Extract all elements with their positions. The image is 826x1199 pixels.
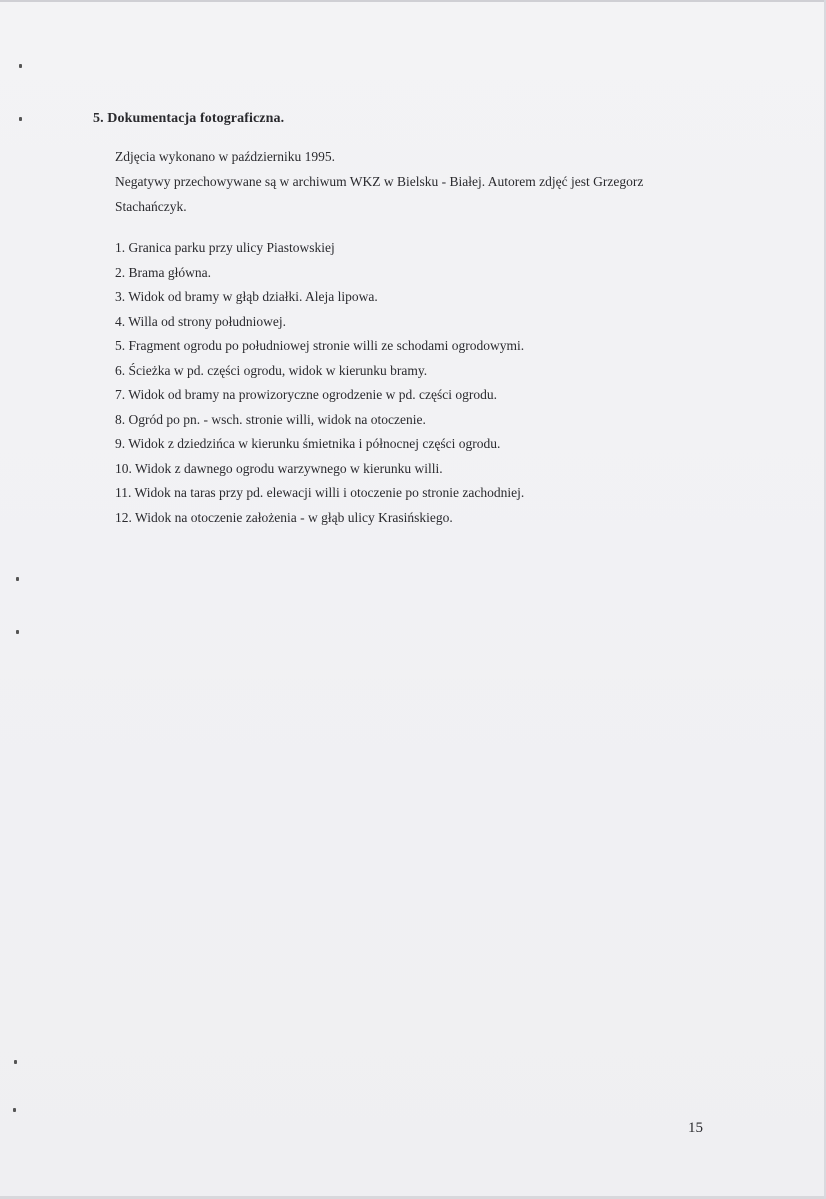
binding-hole-mark [14,1060,17,1064]
page-number: 15 [688,1120,703,1136]
photo-list-item: 1. Granica parku przy ulicy Piastowskiej [115,240,335,255]
photo-list-item: 11. Widok na taras przy pd. elewacji willi i otoczenie po stronie zachodniej. [115,485,525,500]
photo-list-item: 10. Widok z dawnego ogrodu warzywnego w kierunku willi. [115,460,443,476]
photo-list-item: 8. Ogród po pn. - wsch. stronie willi, widok na otoczenie. [115,411,426,427]
binding-hole-mark [13,1108,16,1112]
intro-line: Zdjęcia wykonano w październiku 1995. [115,149,336,164]
scan-edge-top [0,0,826,2]
photo-list-item: 9. Widok z dziedzińca w kierunku śmietnika i północnej części ogrodu. [115,436,501,451]
photo-list-item: 3. Widok od bramy w głąb działki. Aleja lipowa. [115,289,378,304]
binding-hole-mark [19,64,22,68]
photo-list-item: 4. Willa od strony południowej. [115,313,286,329]
photo-list-item: 2. Brama główna. [115,264,211,280]
intro-line: Stachańczyk. [115,199,187,214]
photo-list-item: 7. Widok od bramy na prowizoryczne ogrodzenie w pd. części ogrodu. [115,387,497,402]
photo-list-item: 12. Widok na otoczenie założenia - w głąb ulicy Krasińskiego. [115,509,453,525]
photo-list-item: 5. Fragment ogrodu po południowej stronie willi ze schodami ogrodowymi. [115,338,525,353]
binding-hole-mark [16,577,19,581]
photo-list-item: 6. Ścieżka w pd. części ogrodu, widok w kierunku bramy. [115,362,428,378]
intro-paragraph [115,144,675,219]
section-heading: 5. Dokumentacja fotograficzna. [93,111,285,126]
binding-hole-mark [19,117,22,121]
intro-line: Negatywy przechowywane są w archiwum WKZ w Bielsku - Białej. Autorem zdjęć jest Grzegorz [115,174,644,189]
binding-hole-mark [16,630,19,634]
photo-list [115,236,524,530]
